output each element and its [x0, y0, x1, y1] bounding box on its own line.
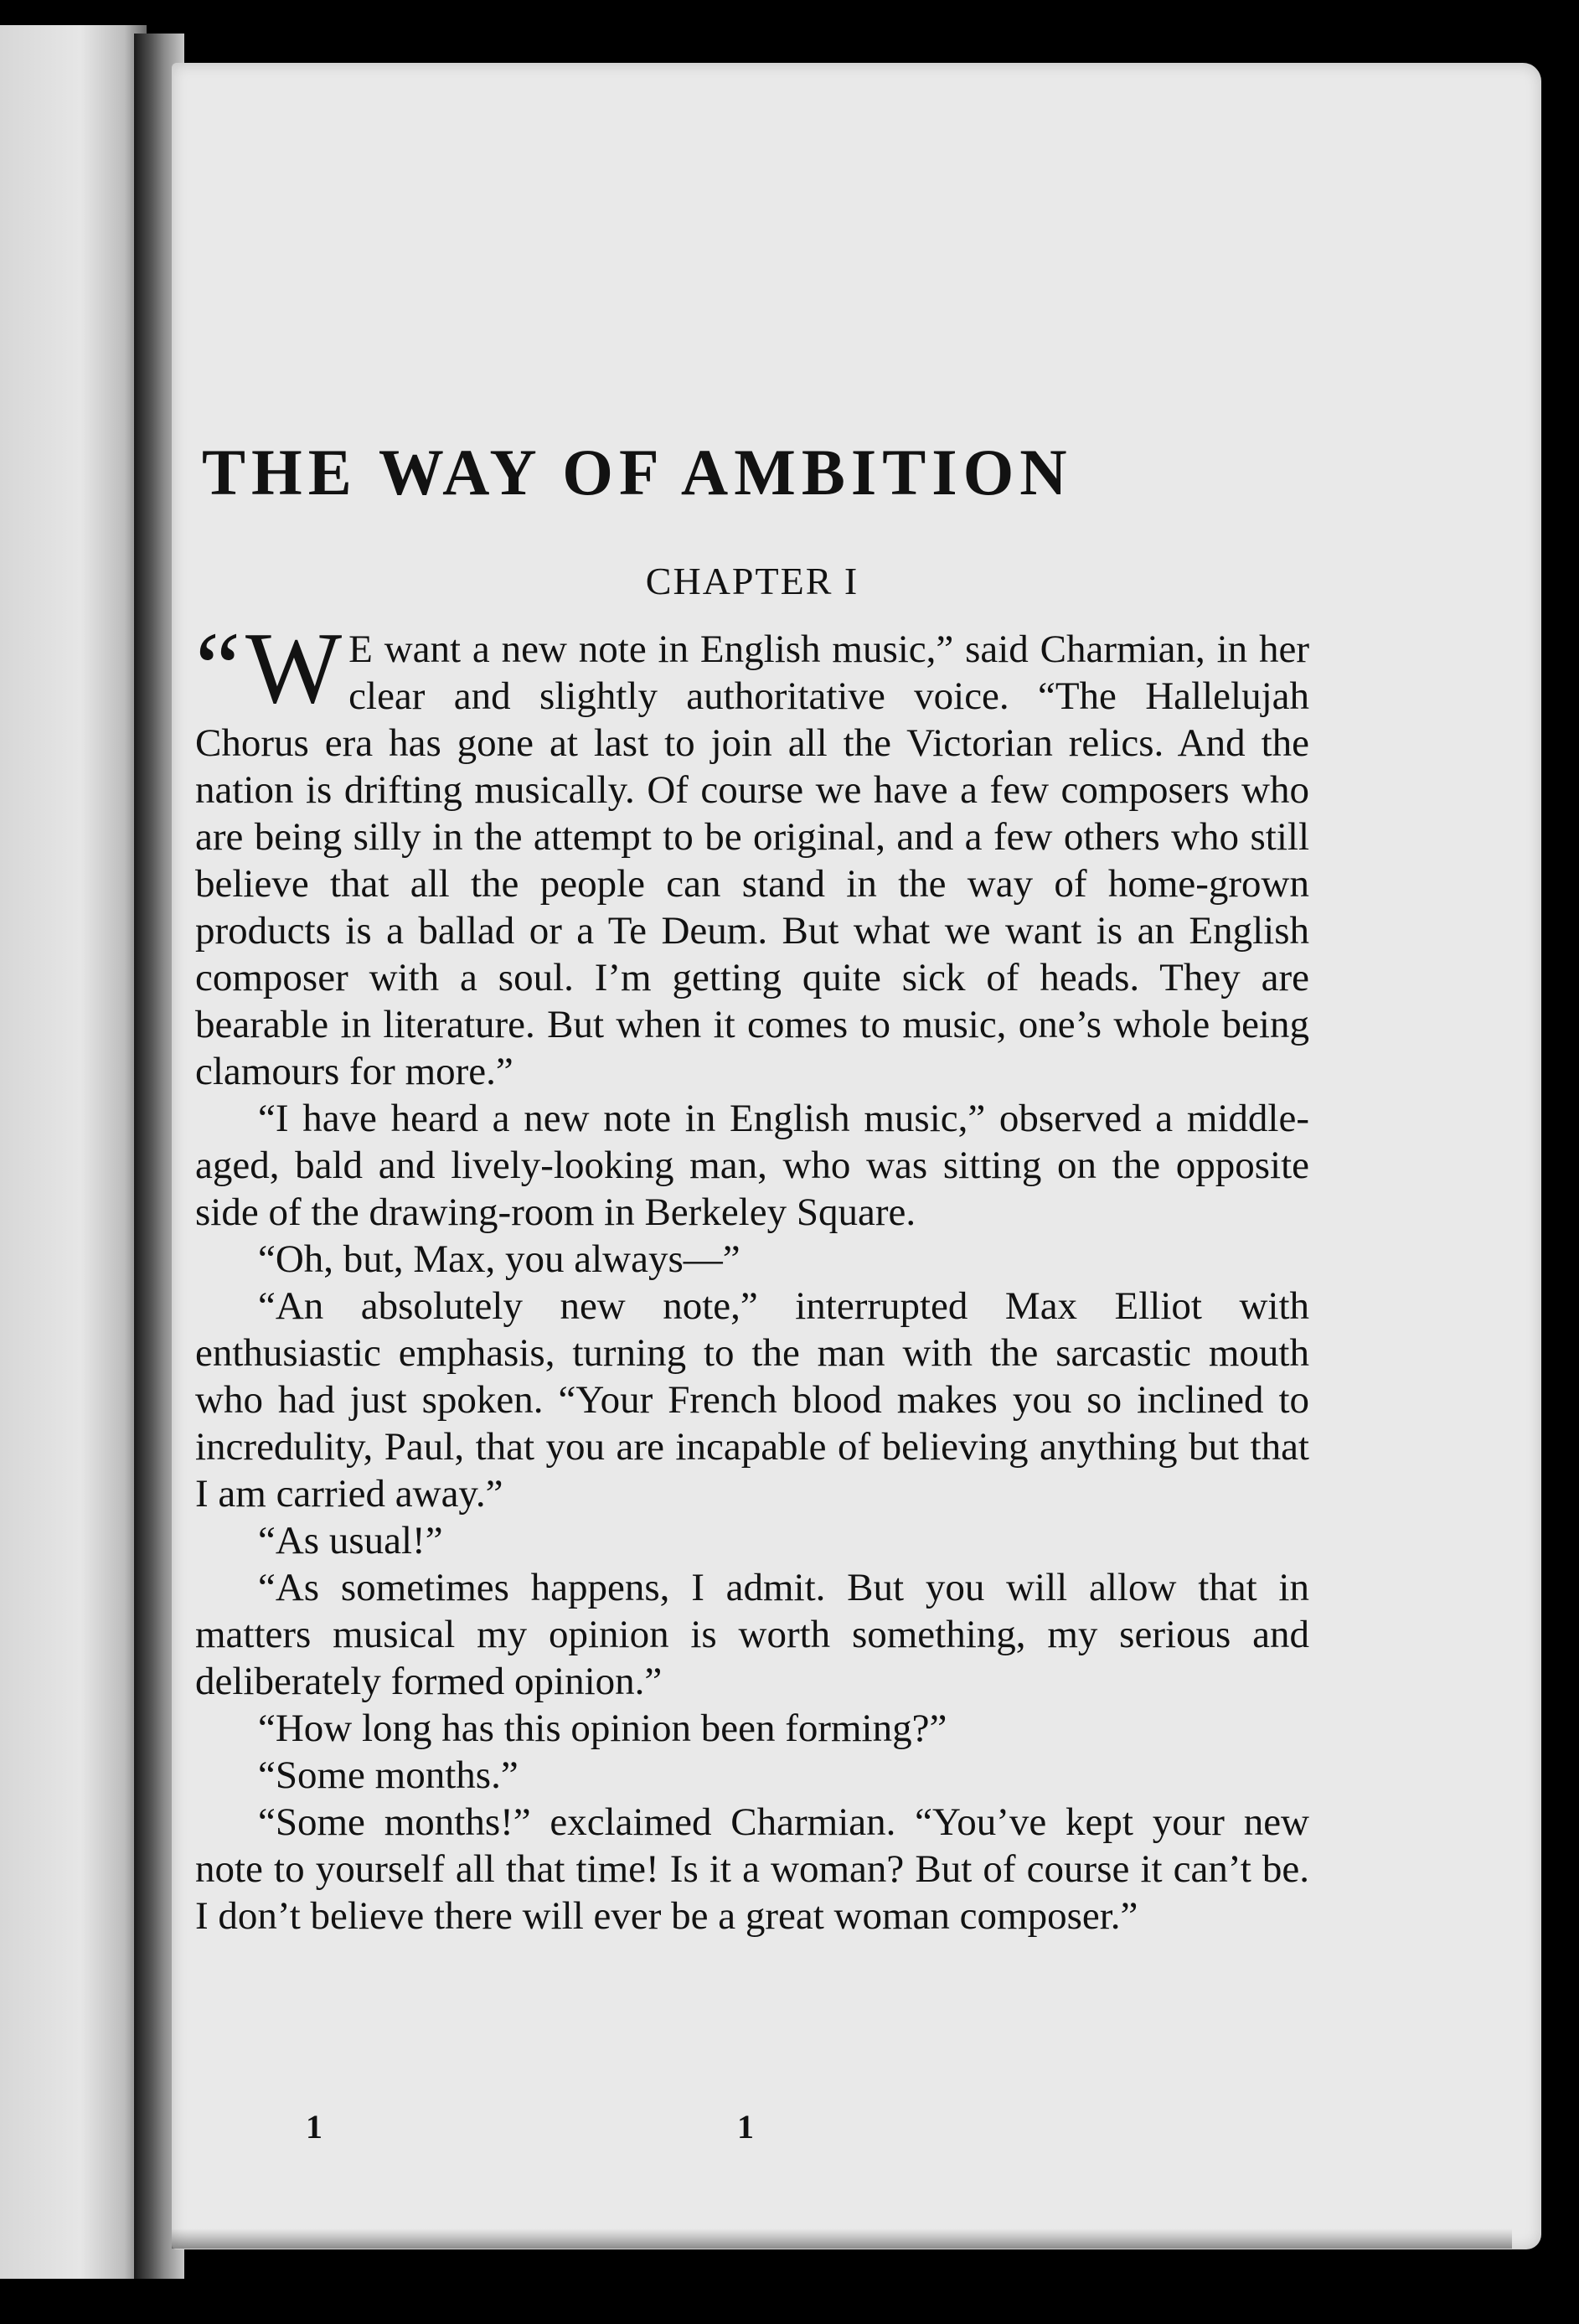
book-page — [172, 63, 1541, 2249]
paragraph-oh-but-max: “Oh, but, Max, you always—” — [258, 1237, 740, 1281]
paragraph-how-long: “How long has this opinion been forming?” — [258, 1707, 947, 1750]
paragraph-as-usual: “As usual!” — [258, 1519, 443, 1562]
chapter-heading: CHAPTER I — [645, 560, 859, 602]
paragraph-as-sometimes-happens: “As sometimes happens, I admit. But you will allow that in matters musical my opinion is worth something, my serious and deliberately formed opinion.” — [195, 1566, 1309, 1703]
signature-mark: 1 — [306, 2108, 323, 2146]
page-bottom-shadow — [172, 2228, 1512, 2249]
paragraph-max-new-note: “I have heard a new note in English music,” observed a middle-aged, bald and lively-looking man, who was sitting on the opposite side of the drawing-room in Berkeley Square. — [195, 1097, 1309, 1234]
paragraph-some-months-exclaimed: “Some months!” exclaimed Charmian. “You’ve kept your new note to yourself all that time! Is it a woman? But of course it can’t be. I don’t believe there will ever be a great woman composer.” — [195, 1800, 1309, 1938]
page-number: 1 — [737, 2108, 754, 2146]
page-text-block — [195, 436, 1309, 1939]
facing-page-edge — [0, 25, 147, 2279]
book-title: THE WAY OF AMBITION — [202, 436, 1073, 509]
paragraph-some-months: “Some months.” — [258, 1753, 519, 1797]
opening-paragraph-text: E want a new note in English music,” said Charmian, in her clear and slightly authoritative voice. “The Hallelujah Chorus era has gone at last to join all the Victorian relics. And the nation is drifting musically. Of course we have a few composers who are being silly in the attempt to be original, and a few others who still believe that all the people can stand in the way of home-grown products is a ballad or a Te Deum. But what we want is an English composer with a soul. I’m getting quite sick of heads. They are bearable in literature. But when it comes to music, one’s whole being clamours for more.” — [195, 627, 1309, 1093]
drop-cap-group — [195, 612, 343, 725]
drop-cap-letter: W — [245, 612, 343, 725]
paragraph-absolutely-new-note: “An absolutely new note,” interrupted Max Elliot with enthusiastic emphasis, turning to the man with the sarcastic mouth who had just spoken. “Your French blood makes you so inclined to incredulity, Paul, that you are incapable of believing anything but that I am carried away.” — [195, 1284, 1309, 1516]
opening-quote-mark: “ — [195, 612, 241, 725]
opening-paragraph — [195, 612, 1309, 1095]
